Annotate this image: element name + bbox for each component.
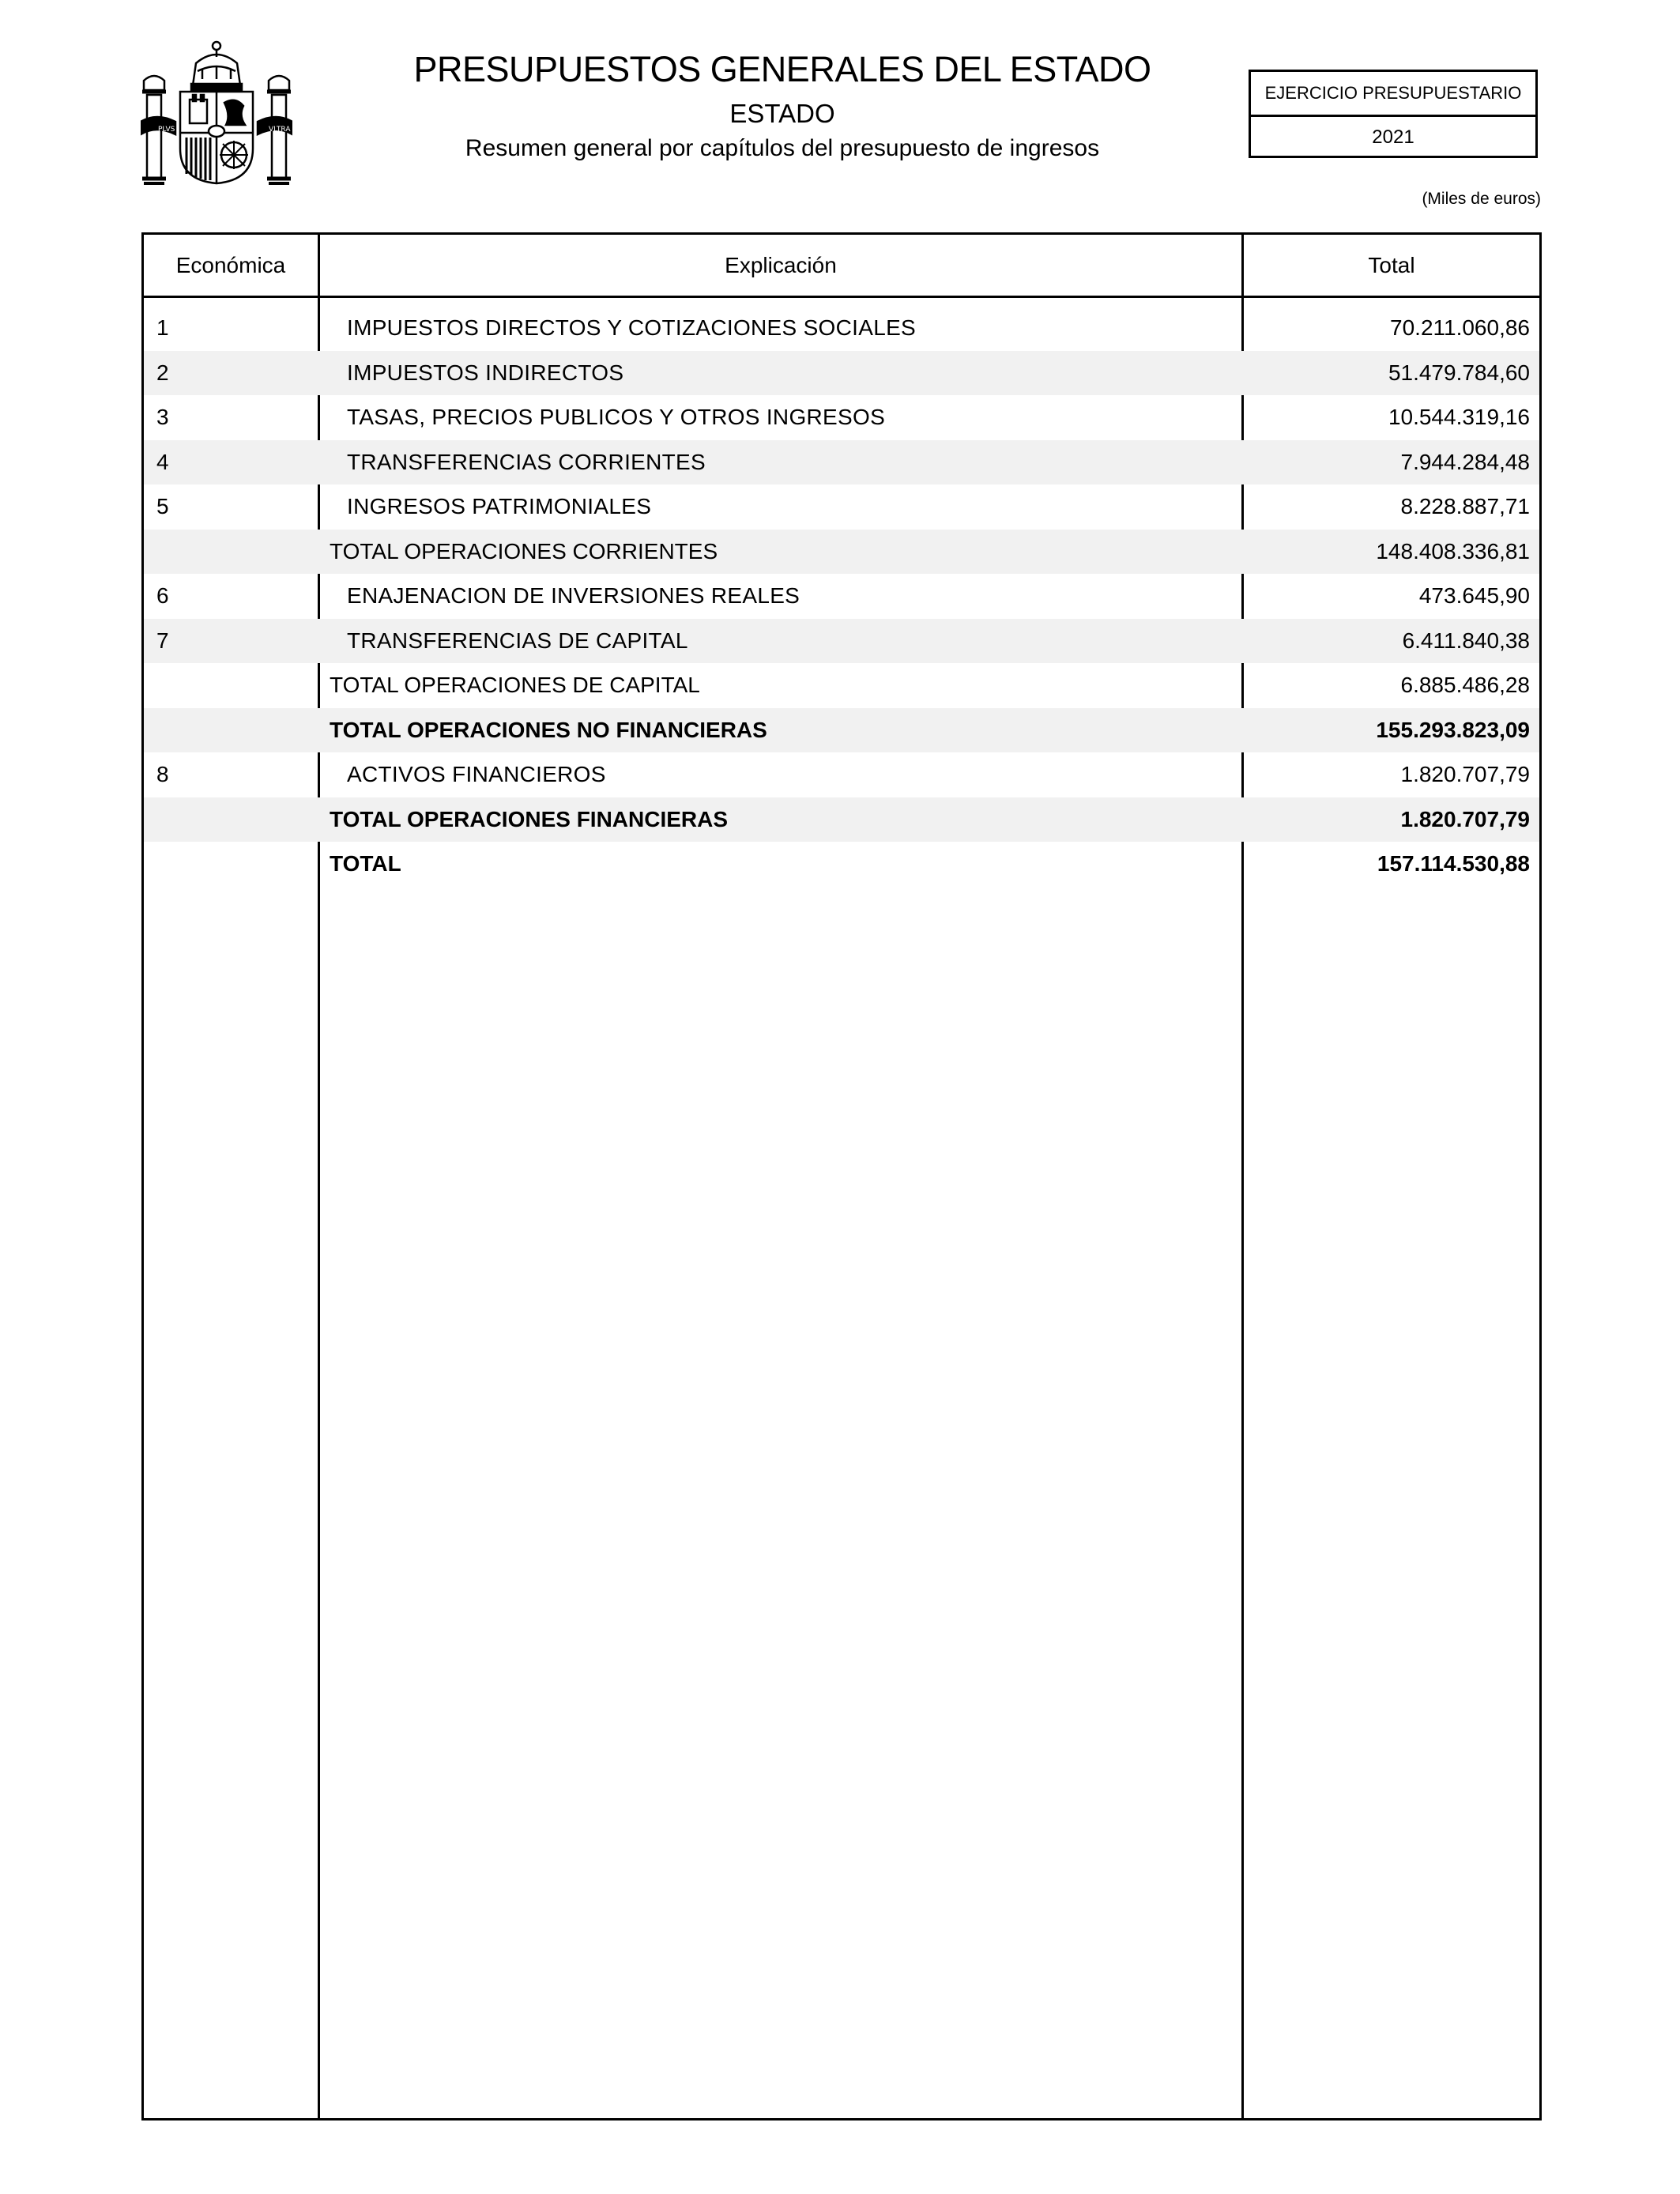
row-total: 473.645,90 [1418,583,1530,608]
budget-year-value: 2021 [1372,126,1414,148]
svg-text:VLTRA: VLTRA [269,126,291,134]
row-description: TOTAL OPERACIONES DE CAPITAL [330,673,700,697]
column-header-total: Total [1368,253,1415,277]
row-description: TOTAL OPERACIONES NO FINANCIERAS [330,717,767,742]
row-description: TOTAL OPERACIONES CORRIENTES [330,538,718,564]
row-code: 8 [156,762,169,786]
row-total: 70.211.060,86 [1390,315,1530,340]
units-note: (Miles de euros) [1422,190,1541,208]
row-total: 155.293.823,09 [1376,717,1530,742]
row-description: ENAJENACION DE INVERSIONES REALES [347,583,800,608]
table-header [144,235,1539,298]
table-row [144,708,1539,753]
table-row [144,842,1539,887]
page-description: Resumen general por capítulos del presupuesto de ingresos [465,135,1100,161]
row-description: TOTAL [330,851,401,876]
row-description: ACTIVOS FINANCIEROS [347,762,606,786]
header-titles [332,47,1233,164]
page-subtitle: ESTADO [729,99,835,128]
column-header-economica: Económica [175,253,286,277]
row-description: IMPUESTOS INDIRECTOS [347,360,624,385]
row-total: 7.944.284,48 [1400,449,1530,474]
row-total: 51.479.784,60 [1388,360,1530,385]
table-body [144,306,1539,887]
page-title: PRESUPUESTOS GENERALES DEL ESTADO [413,49,1151,89]
row-total: 6.885.486,28 [1400,673,1530,697]
row-total: 1.820.707,79 [1400,762,1530,786]
table-row [144,663,1539,708]
row-total: 1.820.707,79 [1400,806,1530,831]
row-code: 1 [156,315,169,340]
row-total: 8.228.887,71 [1400,494,1530,518]
column-header-explicacion: Explicación [725,253,837,277]
row-total: 157.114.530,88 [1377,851,1530,876]
table-row [144,351,1539,396]
row-description: TASAS, PRECIOS PUBLICOS Y OTROS INGRESOS [347,405,886,429]
row-description: TRANSFERENCIAS DE CAPITAL [347,628,688,653]
row-description: TRANSFERENCIAS CORRIENTES [347,449,706,474]
row-code: 2 [156,360,169,385]
row-total: 6.411.840,38 [1402,628,1530,653]
table-row [144,752,1539,797]
row-description: INGRESOS PATRIMONIALES [347,494,652,518]
row-description: TOTAL OPERACIONES FINANCIERAS [330,806,729,831]
table-row [144,484,1539,530]
row-code: 4 [156,449,169,474]
table-row [144,440,1539,485]
table-row [144,306,1539,351]
row-code: 5 [156,494,169,518]
table-row [144,395,1539,440]
row-code: 7 [156,628,169,653]
table-row [144,530,1539,575]
row-code: 3 [156,405,169,429]
table-row [144,619,1539,664]
row-description: IMPUESTOS DIRECTOS Y COTIZACIONES SOCIALES [347,315,917,340]
budget-year-box [1249,70,1538,158]
row-code: 6 [156,583,169,608]
table-row [144,574,1539,619]
table-row [144,797,1539,843]
coat-of-arms-icon [141,40,292,190]
row-total: 148.408.336,81 [1376,538,1530,564]
budget-year-label: EJERCICIO PRESUPUESTARIO [1251,72,1535,117]
budget-table [141,232,1542,2120]
svg-text:PLVS: PLVS [158,126,175,134]
row-total: 10.544.319,16 [1388,405,1530,429]
